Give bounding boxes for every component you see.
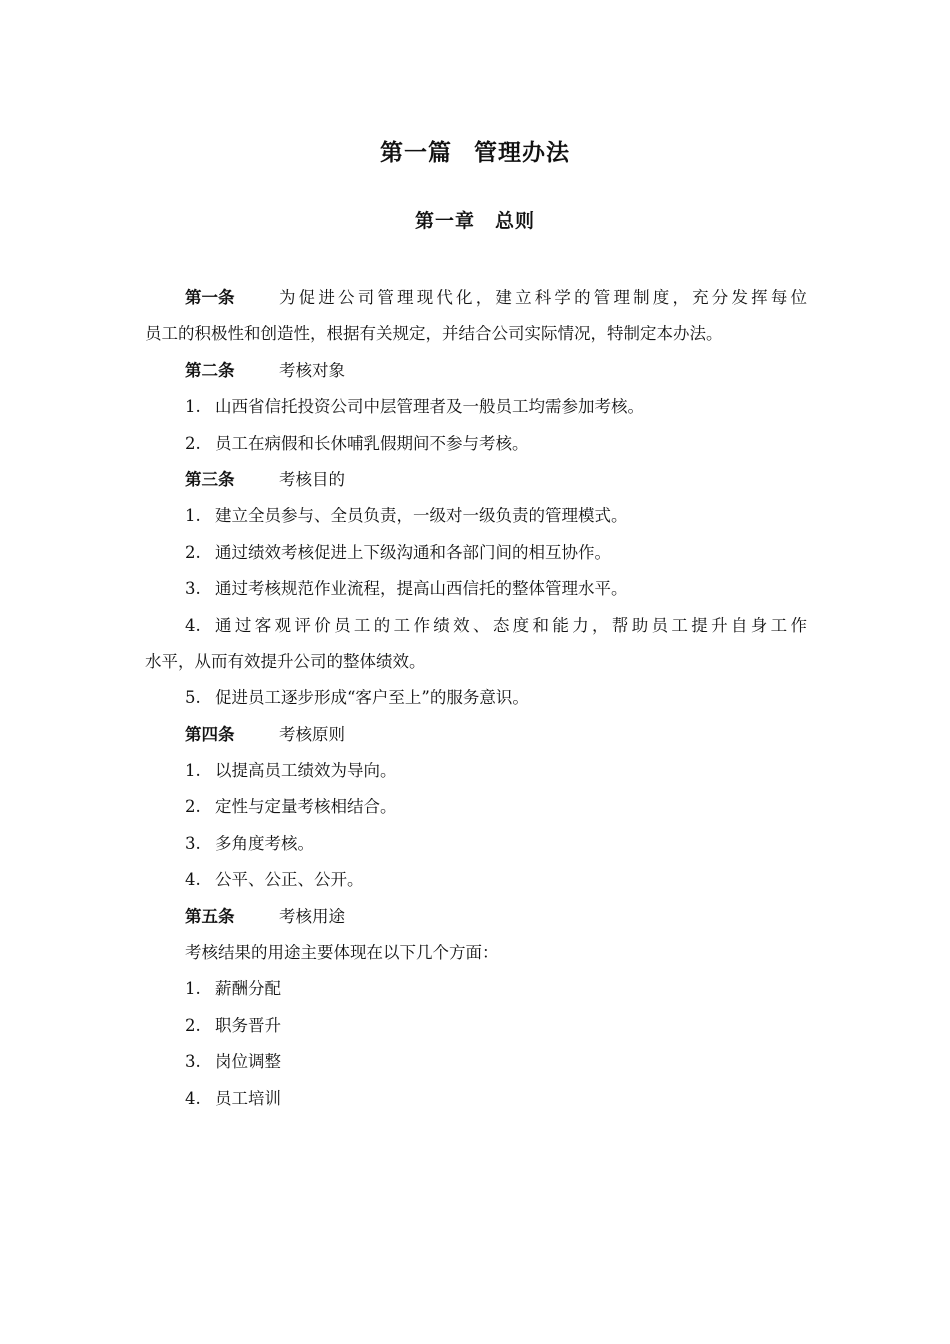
article-heading: 考核用途 — [279, 906, 345, 926]
article-1-line-1 — [145, 280, 807, 316]
list-number: 2. — [185, 433, 201, 453]
list-item-continuation: 水平，从而有效提升公司的整体绩效。 — [145, 651, 426, 671]
list-item — [145, 1081, 807, 1117]
list-number: 1. — [185, 761, 201, 781]
list-number: 2. — [185, 797, 201, 817]
article-2-heading — [145, 353, 807, 389]
list-number: 4. — [185, 1088, 201, 1108]
article-heading: 考核原则 — [279, 724, 345, 744]
list-number: 3. — [185, 1052, 201, 1072]
list-item — [145, 498, 807, 534]
list-number: 1. — [185, 397, 201, 417]
article-label: 第一条 — [185, 288, 235, 307]
article-label: 第二条 — [185, 360, 235, 380]
list-text: 岗位调整 — [215, 1052, 281, 1072]
list-text: 员工培训 — [215, 1088, 281, 1108]
article-3-heading — [145, 462, 807, 498]
article-5-intro: 考核结果的用途主要体现在以下几个方面： — [185, 943, 499, 963]
list-number: 1. — [185, 979, 201, 999]
list-number: 4. — [185, 615, 201, 635]
article-heading: 考核对象 — [279, 360, 345, 380]
article-5-heading — [145, 899, 807, 935]
list-item — [145, 862, 807, 898]
article-heading: 考核目的 — [279, 469, 345, 489]
list-text: 通过考核规范作业流程，提高山西信托的整体管理水平。 — [215, 579, 628, 599]
article-1-line-2: 员工的积极性和创造性，根据有关规定，并结合公司实际情况，特制定本办法。 — [145, 324, 723, 344]
list-item — [145, 971, 807, 1007]
article-label: 第四条 — [185, 724, 235, 744]
list-number: 4. — [185, 870, 201, 890]
list-item — [145, 789, 807, 825]
list-item — [145, 1008, 807, 1044]
list-text: 定性与定量考核相结合。 — [215, 797, 397, 817]
list-number: 1. — [185, 506, 201, 526]
list-number: 2. — [185, 1015, 201, 1035]
list-number: 3. — [185, 579, 201, 599]
chapter-title — [0, 206, 950, 233]
list-text: 多角度考核。 — [215, 833, 314, 853]
list-number: 3. — [185, 833, 201, 853]
article-text: 为促进公司管理现代化，建立科学的管理制度，充分发挥每位 — [279, 288, 807, 307]
list-item — [145, 571, 807, 607]
list-text: 职务晋升 — [215, 1015, 281, 1035]
list-item — [145, 389, 807, 425]
list-number: 2. — [185, 542, 201, 562]
part-title-name: 管理办法 — [474, 139, 570, 166]
list-item — [145, 826, 807, 862]
part-title — [0, 134, 950, 167]
list-text: 建立全员参与、全员负责，一级对一级负责的管理模式。 — [215, 506, 628, 526]
chapter-title-label: 第一章 — [414, 210, 475, 232]
list-item — [145, 1044, 807, 1080]
list-item — [145, 426, 807, 462]
chapter-title-name: 总则 — [495, 210, 536, 232]
list-item — [145, 680, 807, 716]
list-item — [145, 753, 807, 789]
article-label: 第五条 — [185, 906, 235, 926]
part-title-label: 第一篇 — [380, 139, 452, 166]
list-number: 5. — [185, 688, 201, 708]
list-text: 薪酬分配 — [215, 979, 281, 999]
document-body — [145, 280, 807, 1117]
list-text: 以提高员工绩效为导向。 — [215, 761, 397, 781]
article-label: 第三条 — [185, 469, 235, 489]
article-4-heading — [145, 717, 807, 753]
list-item — [145, 608, 807, 644]
list-item — [145, 535, 807, 571]
list-text: 员工在病假和长休哺乳假期间不参与考核。 — [215, 433, 529, 453]
list-text: 通过绩效考核促进上下级沟通和各部门间的相互协作。 — [215, 542, 611, 562]
list-text: 山西省信托投资公司中层管理者及一般员工均需参加考核。 — [215, 397, 644, 417]
list-text: 通过客观评价员工的工作绩效、态度和能力，帮助员工提升自身工作 — [215, 615, 807, 635]
list-text: 促进员工逐步形成“客户至上”的服务意识。 — [215, 688, 529, 708]
list-text: 公平、公正、公开。 — [215, 870, 364, 890]
